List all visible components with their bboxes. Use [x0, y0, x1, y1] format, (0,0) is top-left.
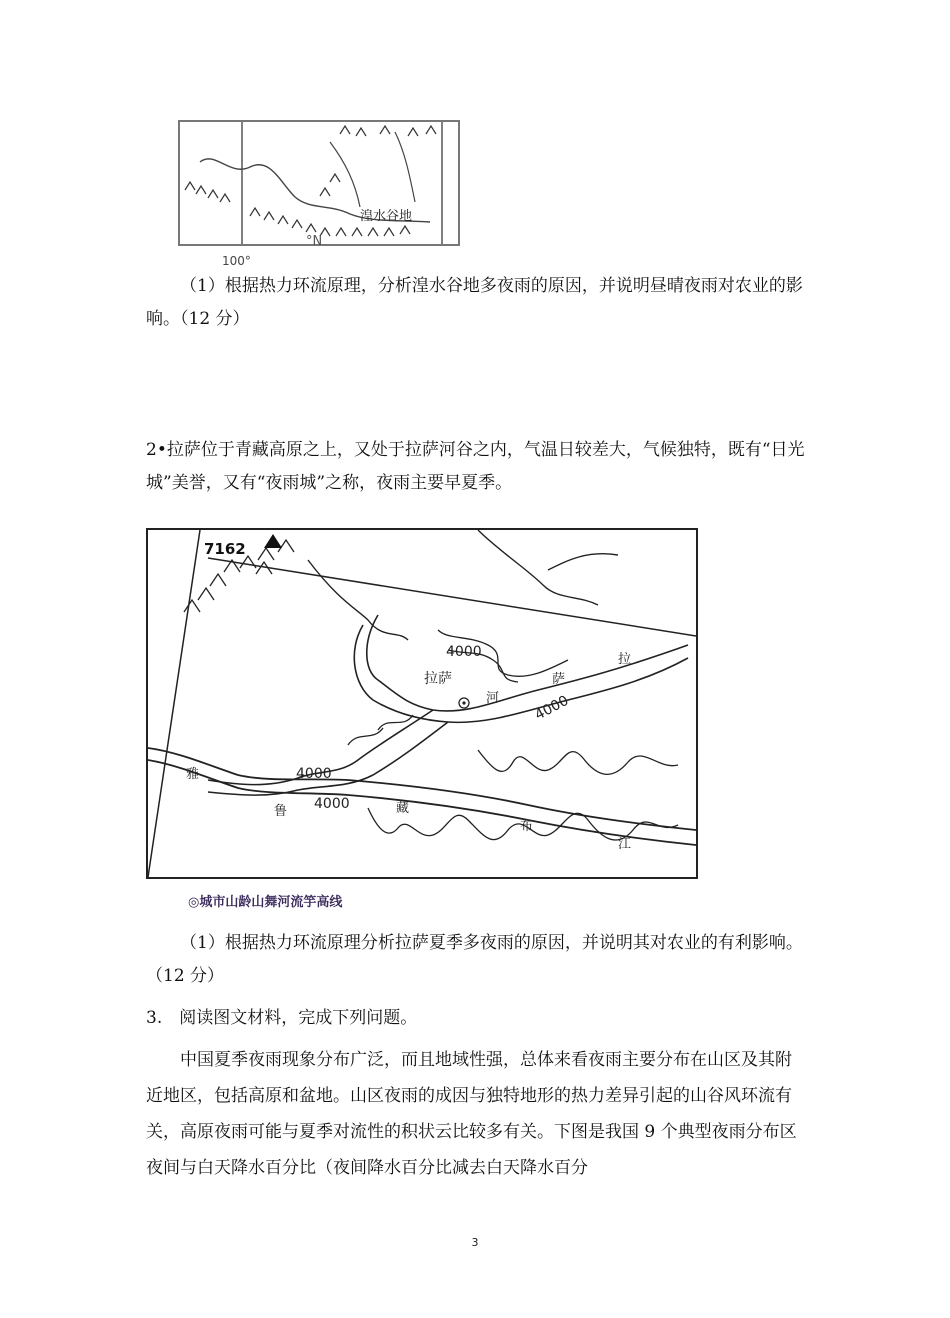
question-3-title: 3. 阅读图文材料，完成下列问题。	[146, 1008, 418, 1028]
river-label-ya: 雅	[186, 767, 200, 782]
contour-label-4: 4000	[314, 796, 350, 812]
question-1-text: （1）根据热力环流原理，分析湟水谷地多夜雨的原因，并说明昼晴夜雨对农业的影响。（12 分）	[146, 276, 803, 329]
huangshui-map-drawing	[180, 122, 458, 244]
river-label-jiang: 江	[618, 837, 632, 852]
huangshui-map	[178, 120, 460, 246]
lon-label: 100°	[222, 254, 251, 268]
question-3-body: 中国夏季夜雨现象分布广泛，而且地域性强，总体来看夜雨主要分布在山区及其附近地区，包括高原和盆地。山区夜雨的成因与独特地形的热力差异引起的山谷风环流有关，高原夜雨可能与夏季对流性的积状云比较多有关。下图是我国 9 个典型夜雨分布区夜间与白天降水百分比（夜间降水百分比减去白天降水百分	[146, 1050, 797, 1178]
lhasa-map-drawing	[148, 530, 696, 877]
contour-label-3: 4000	[296, 766, 332, 782]
contour-label-2: 4000	[532, 692, 572, 724]
question-2-text: （1）根据热力环流原理分析拉萨夏季多夜雨的原因，并说明其对农业的有利影响。（12 分）	[146, 933, 803, 986]
page-number: 3	[471, 1236, 479, 1249]
contour-label-1: 4000	[446, 644, 482, 660]
lat-label: °N	[306, 234, 323, 249]
city-label: 拉萨	[424, 671, 452, 687]
peak-elevation: 7162	[204, 540, 246, 558]
question-2-intro: 2•拉萨位于青藏高原之上，又处于拉萨河谷之内，气温日较差大，气候独特，既有“日光城”美誉，又有“夜雨城”之称，夜雨主要早夏季。	[146, 440, 805, 493]
river-label-bu: 布	[520, 819, 534, 834]
map-legend: ◎城市山龄山舞河流竽高线	[188, 895, 343, 910]
river-label-zang: 藏	[396, 801, 410, 816]
river-label-lu: 鲁	[274, 804, 288, 819]
river-label-he: 河	[486, 691, 500, 706]
lhasa-map	[146, 528, 698, 879]
river-label-sa: 萨	[552, 672, 566, 687]
valley-label: 湟水谷地	[360, 209, 413, 224]
river-label-la: 拉	[618, 652, 632, 667]
